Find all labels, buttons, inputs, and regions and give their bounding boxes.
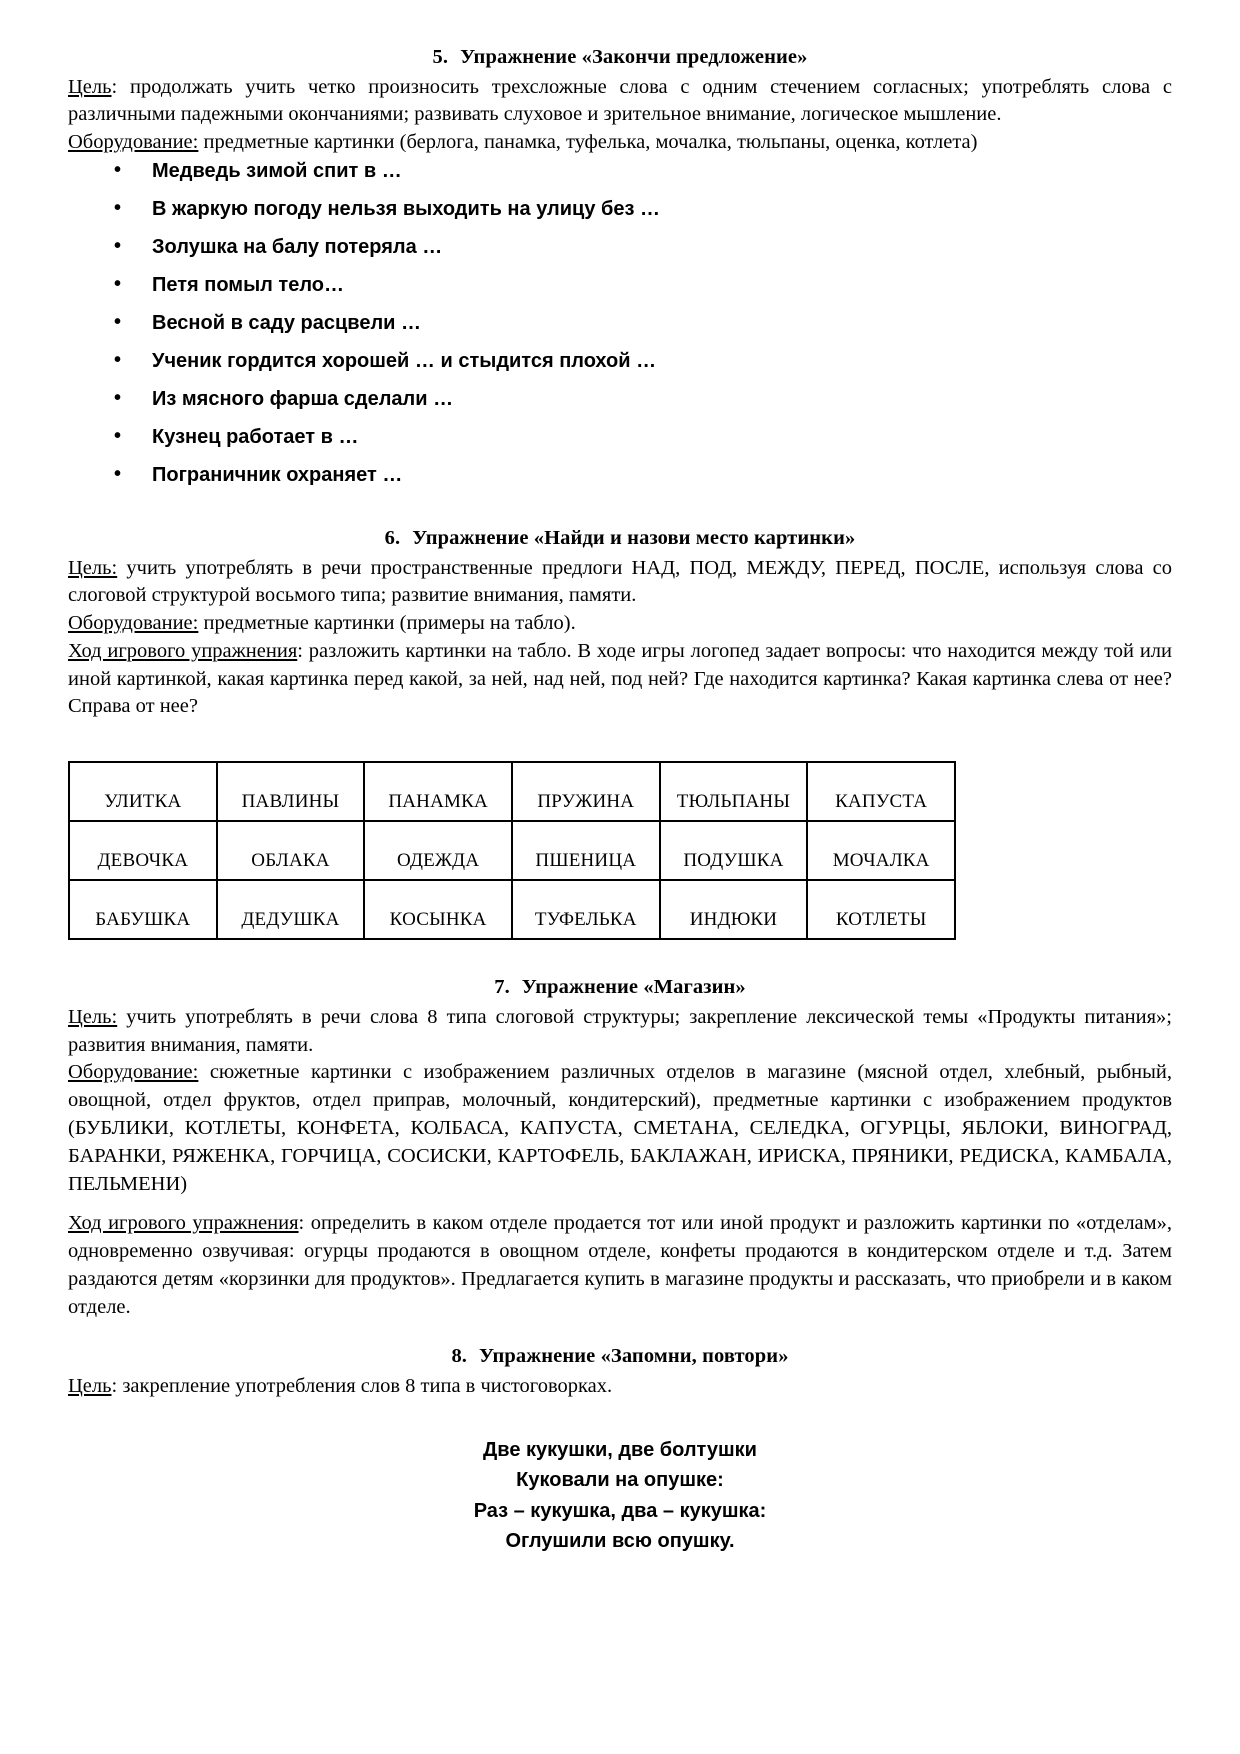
- equipment-label: Оборудование:: [68, 1061, 199, 1084]
- picture-board-table: [68, 761, 956, 940]
- section-6-heading: [68, 525, 1172, 553]
- table-cell: МОЧАЛКА: [807, 821, 955, 880]
- list-item: • Медведь зимой спит в …: [68, 161, 1172, 181]
- list-item: • Весной в саду расцвели …: [68, 313, 1172, 333]
- section-8-goal: [68, 1373, 1172, 1401]
- equipment-label: Оборудование:: [68, 131, 199, 154]
- table-cell: ПАВЛИНЫ: [217, 762, 365, 821]
- table-cell: ПОДУШКА: [660, 821, 808, 880]
- list-item: • Пограничник охраняет …: [68, 465, 1172, 485]
- table-cell: БАБУШКА: [69, 880, 217, 939]
- list-item: • Кузнец работает в …: [68, 427, 1172, 447]
- procedure-label: Ход игрового упражнения: [68, 639, 298, 662]
- table-cell: ТУФЕЛЬКА: [512, 880, 660, 939]
- chistogovorka-verse: [68, 1435, 1172, 1557]
- section-5-number: 5.: [432, 46, 449, 68]
- section-8-number: 8.: [451, 1345, 468, 1368]
- section-5-heading: [68, 44, 1172, 72]
- section-7-goal: [68, 1004, 1172, 1060]
- equipment-label: Оборудование:: [68, 612, 199, 635]
- table-cell: УЛИТКА: [69, 762, 217, 821]
- section-6-equipment: [68, 610, 1172, 638]
- goal-separator: :: [111, 75, 130, 98]
- table-cell: КАПУСТА: [807, 762, 955, 821]
- section-6-title: Упражнение «Найди и назови место картинки»: [412, 526, 856, 549]
- table-cell: ДЕВОЧКА: [69, 821, 217, 880]
- verse-line: Оглушили всю опушку.: [505, 1529, 735, 1552]
- verse-line: Две кукушки, две болтушки: [483, 1438, 757, 1461]
- table-cell: ПШЕНИЦА: [512, 821, 660, 880]
- spacer: [68, 1321, 1172, 1343]
- table-cell: ПАНАМКА: [364, 762, 512, 821]
- section-5-equipment: [68, 129, 1172, 157]
- goal-separator: :: [111, 1375, 123, 1397]
- goal-text: учить употреблять в речи слова 8 типа слоговой структуры; закрепление лексической темы «Продукты питания»; развития внимания, памяти.: [68, 1005, 1172, 1056]
- verse-line: Раз – кукушка, два – кукушка:: [473, 1499, 767, 1522]
- goal-label: Цель: [68, 1375, 112, 1397]
- list-item: • Золушка на балу потеряла …: [68, 237, 1172, 257]
- section-7-heading: [68, 974, 1172, 1002]
- section-6-goal: [68, 555, 1172, 611]
- table-cell: ПРУЖИНА: [512, 762, 660, 821]
- section-8-heading: [68, 1343, 1172, 1371]
- section-6-procedure: [68, 638, 1172, 721]
- table-cell: ТЮЛЬПАНЫ: [660, 762, 808, 821]
- table-cell: ОДЕЖДА: [364, 821, 512, 880]
- section-5-title: Упражнение «Закончи предложение»: [460, 46, 808, 68]
- list-item: • Из мясного фарша сделали …: [68, 389, 1172, 409]
- goal-text: учить употреблять в речи пространственные предлоги НАД, ПОД, МЕЖДУ, ПЕРЕД, ПОСЛЕ, используя слова со слоговой структурой восьмого типа; развитие внимания, памяти.: [68, 556, 1172, 607]
- procedure-text: : определить в каком отделе продается тот или иной продукт и разложить картинки по «отделам», одновременно озвучивая: огурцы продаются в овощном отделе, конфеты продаются в кондитерском отделе и т.д. Затем раздаются детям «корзинки для продуктов». Предлагается купить в магазине продукты и рассказать, что приобрели и в каком отделе.: [68, 1212, 1173, 1318]
- table-cell: КОСЫНКА: [364, 880, 512, 939]
- table-row: [69, 762, 955, 821]
- equipment-text: предметные картинки (примеры на табло).: [198, 612, 576, 635]
- goal-text: продолжать учить четко произносить трехсложные слова с одним стечением согласных; употреблять слова с различными падежными окончаниями; развивать слуховое и зрительное внимание, логическое мышление.: [68, 75, 1173, 126]
- list-item: • Ученик гордится хорошей … и стыдится плохой …: [68, 351, 1172, 371]
- table-cell: ИНДЮКИ: [660, 880, 808, 939]
- table-row: [69, 821, 955, 880]
- goal-text: закрепление употребления слов 8 типа в чистоговорках.: [122, 1375, 613, 1397]
- section-7-procedure: [68, 1210, 1172, 1321]
- table-cell: ДЕДУШКА: [217, 880, 365, 939]
- table-row: [69, 880, 955, 939]
- section-7-equipment: [68, 1059, 1172, 1198]
- procedure-label: Ход игрового упражнения: [68, 1212, 299, 1235]
- goal-label: Цель:: [68, 556, 118, 579]
- table-cell: ОБЛАКА: [217, 821, 365, 880]
- equipment-text: сюжетные картинки с изображением различных отделов в магазине (мясной отдел, хлебный, рыбный, овощной, отдел фруктов, отдел приправ, молочный, кондитерский), предметные картинки с изображением продуктов (БУБЛИКИ, КОТЛЕТЫ, КОНФЕТА, КОЛБАСА, КАПУСТА, СМЕТАНА, СЕЛЕДКА, ОГУРЦЫ, ЯБЛОКИ, ВИНОГРАД, БАРАНКИ, РЯЖЕНКА, ГОРЧИЦА, СОСИСКИ, КАРТОФЕЛЬ, БАКЛАЖАН, ИРИСКА, ПРЯНИКИ, РЕДИСКА, КАМБАЛА, ПЕЛЬМЕНИ): [68, 1061, 1172, 1195]
- section-6-number: 6.: [384, 526, 401, 549]
- spacer: [68, 940, 1172, 974]
- goal-label: Цель: [68, 75, 112, 98]
- picture-board-wrapper: [68, 761, 1172, 940]
- goal-label: Цель:: [68, 1005, 118, 1028]
- spacer: [68, 1198, 1172, 1210]
- procedure-text: : разложить картинки на табло. В ходе игры логопед задает вопросы: что находится между той или иной картинкой, какая картинка перед какой, за ней, над ней, под ней? Где находится картинка? Какая картинка слева от нее? Справа от нее?: [68, 639, 1173, 718]
- list-item: • В жаркую погоду нельзя выходить на улицу без …: [68, 199, 1172, 219]
- list-item: • Петя помыл тело…: [68, 275, 1172, 295]
- spacer: [68, 503, 1172, 525]
- verse-line: Куковали на опушке:: [516, 1469, 724, 1492]
- equipment-text: предметные картинки (берлога, панамка, туфелька, мочалка, тюльпаны, оценка, котлета): [198, 131, 978, 154]
- section-8-title: Упражнение «Запомни, повтори»: [479, 1345, 789, 1368]
- section-5-goal: [68, 74, 1172, 130]
- table-cell: КОТЛЕТЫ: [807, 880, 955, 939]
- section-7-number: 7.: [494, 976, 510, 999]
- section-7-title: Упражнение «Магазин»: [521, 976, 746, 999]
- section-5-task-list: [68, 161, 1172, 485]
